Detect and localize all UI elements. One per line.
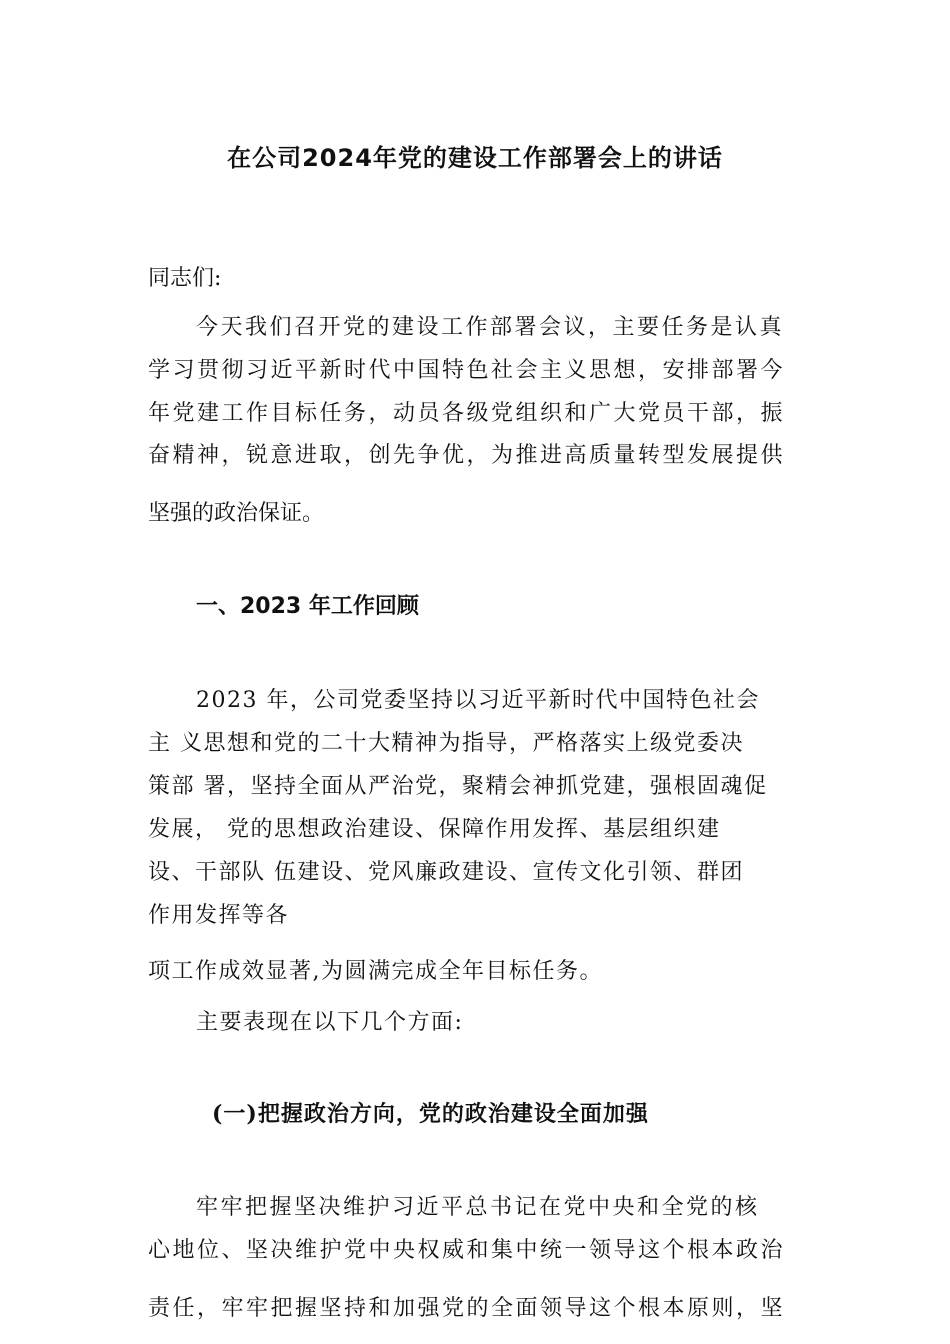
section-line: 主要表现在以下几个方面: xyxy=(196,1010,464,1035)
subsection-line: 心地位、坚决维护党中央权威和集中统一领导这个根本政治 xyxy=(148,1238,786,1263)
section-line: 策部 署，坚持全面从严治党，聚精会神抓党建，强根固魂促 xyxy=(148,774,768,799)
section-line: 发展， 党的思想政治建设、保障作用发挥、基层组织建 xyxy=(148,817,721,842)
document-title: 在公司2024年党的建设工作部署会上的讲话 xyxy=(227,144,723,172)
section-line: 作用发挥等各 xyxy=(148,903,290,928)
section-line: 项工作成效显著,为圆满完成全年目标任务。 xyxy=(148,959,603,984)
subsection-heading: (一)把握政治方向，党的政治建设全面加强 xyxy=(212,1101,649,1127)
intro-line: 奋精神，锐意进取，创先争优，为推进高质量转型发展提供 xyxy=(148,443,786,468)
section-line: 主 义思想和党的二十大精神为指导，严格落实上级党委决 xyxy=(148,731,744,756)
subsection-line: 牢牢把握坚决维护习近平总书记在党中央和全党的核 xyxy=(196,1195,760,1220)
section-line: 设、干部队 伍建设、党风廉政建设、宣传文化引领、群团 xyxy=(148,860,744,885)
intro-line: 坚强的政治保证。 xyxy=(148,501,325,526)
section-line: 2023 年，公司党委坚持以习近平新时代中国特色社会 xyxy=(196,688,760,713)
salutation: 同志们: xyxy=(148,266,222,291)
subsection-line: 责任，牢牢把握坚持和加强党的全面领导这个根本原则，坚 xyxy=(148,1296,786,1321)
intro-line: 今天我们召开党的建设工作部署会议，主要任务是认真 xyxy=(196,315,785,340)
section-heading: 一、2023 年工作回顾 xyxy=(196,594,419,619)
intro-line: 年党建工作目标任务，动员各级党组织和广大党员干部，振 xyxy=(148,401,786,426)
intro-line: 学习贯彻习近平新时代中国特色社会主义思想，安排部署今 xyxy=(148,358,786,383)
